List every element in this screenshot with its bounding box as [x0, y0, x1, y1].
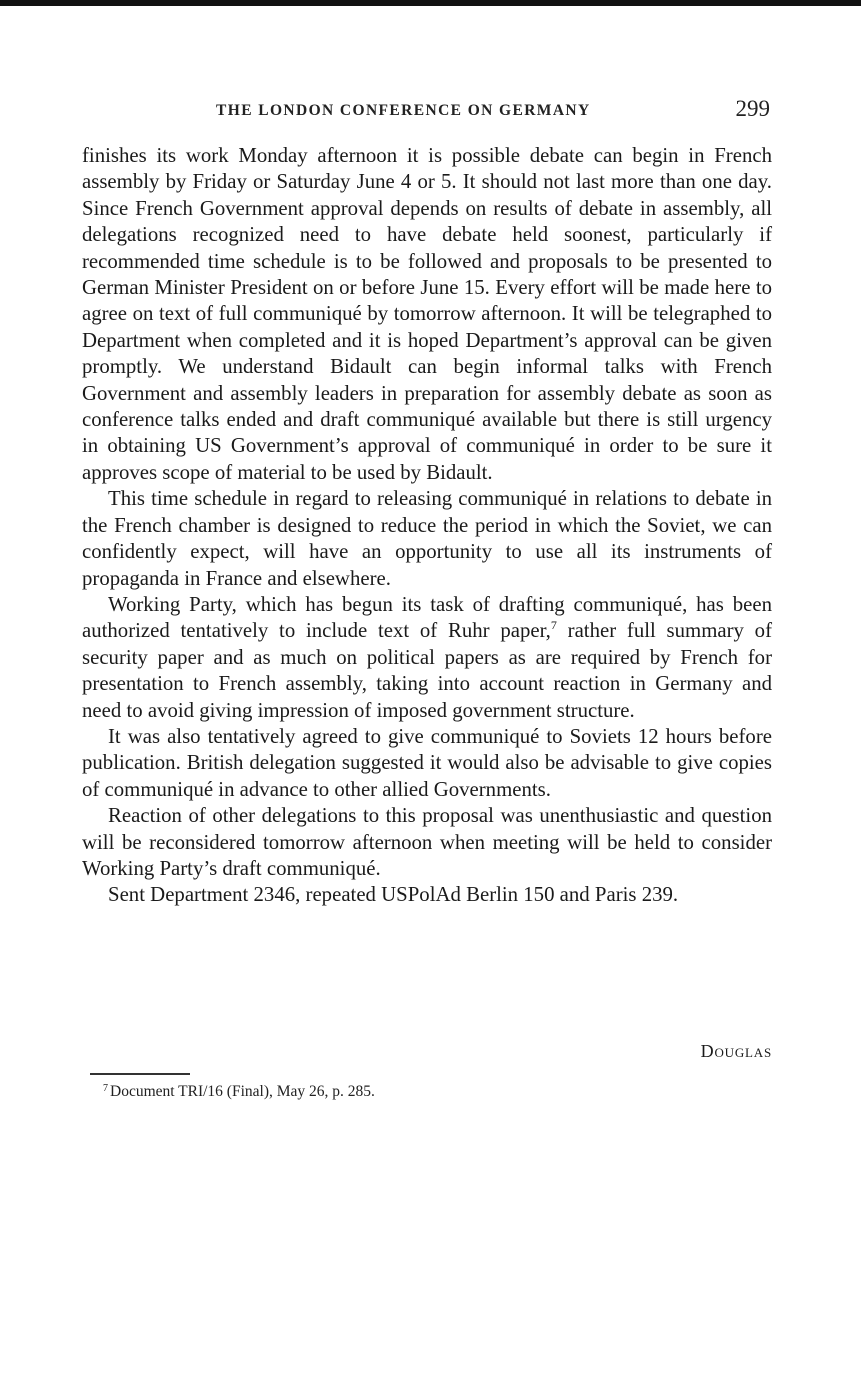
paragraph-1: finishes its work Monday afternoon it is possible debate can begin in French assembly by Friday or Saturday June 4 or 5. It should not last more than one day. Since French Government approval depends on results of debate in assembly, all delegations recognized need to have debate held soonest, particularly if recommended time schedule is to be followed and proposals to be presented to German Minister President on or before June 15. Every effort will be made here to agree on text of full communiqué by tomorrow afternoon. It will be telegraphed to Department when completed and it is hoped Department’s approval can be given promptly. We understand Bidault can begin informal talks with French Government and assembly leaders in preparation for assembly debate as soon as conference talks ended and draft communiqué available but there is still urgency in obtaining US Government’s approval of communiqué in order to be sure it approves scope of material to be used by Bidault.	[82, 144, 772, 484]
signature: Douglas	[700, 1041, 772, 1061]
page-number: 299	[735, 96, 770, 121]
footnote-text: Document TRI/16 (Final), May 26, p. 285.	[110, 1083, 375, 1100]
running-head	[82, 96, 772, 126]
paragraph-2: This time schedule in regard to releasing communiqué in relations to debate in the French chamber is designed to reduce the period in which the Soviet, we can confidently expect, will have an opportunity to use all its instruments of propaganda in France and elsewhere.	[82, 487, 772, 590]
paragraph-4: It was also tentatively agreed to give communiqué to Soviets 12 hours before publication. British delegation suggested it would also be advisable to give copies of communiqué in advance to other allied Governments.	[82, 724, 772, 801]
paragraph-5: Reaction of other delegations to this proposal was unenthusiastic and question will be reconsidered tomorrow afternoon when meeting will be held to consider Working Party’s draft communiqué.	[82, 804, 772, 880]
paragraph-6: Sent Department 2346, repeated USPolAd Berlin 150 and Paris 239.	[108, 883, 679, 907]
body-text	[82, 143, 772, 909]
footnote	[103, 1083, 375, 1101]
footnote-marker: 7	[103, 1083, 108, 1094]
paragraph-3-text-b: rather full summary of security paper and as much on political papers as are required by French for presentation to French assembly, taking into account reaction in Germany and need to avoid giving impression of imposed government structure.	[82, 619, 773, 722]
top-border-rule	[0, 0, 861, 6]
running-title: THE LONDON CONFERENCE ON GERMANY	[216, 102, 591, 119]
footnote-reference: 7	[550, 618, 557, 633]
paragraph-3-text-a: Working Party, which has begun its task of drafting communiqué, has been authorized tentatively to include text of Ruhr paper,	[82, 592, 772, 643]
footnote-rule	[90, 1073, 190, 1075]
paragraph-3	[82, 592, 772, 724]
